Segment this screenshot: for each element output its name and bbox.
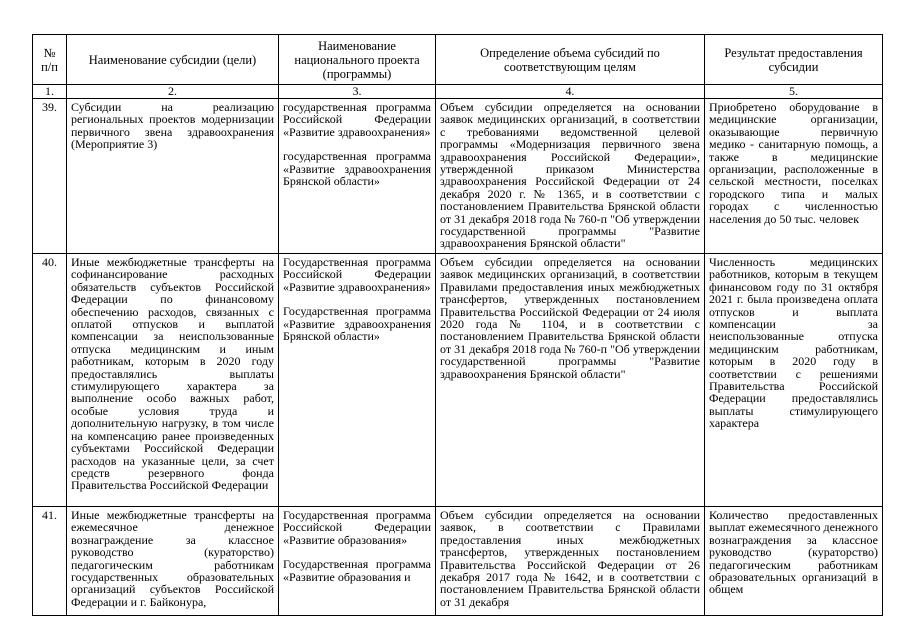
column-number: 3. [279,85,436,99]
subsidies-table [32,34,883,616]
subsidy-name: Иные межбюджетные трансферты на ежемесячное денежное вознаграждение за классное руководство (кураторство) педагогическим работникам государственных образовательных организаций субъектов Российской Федерации и г. Байконура, [71,509,274,609]
subsidy-definition: Объем субсидии определяется на основании заявок медицинских организаций, в соответствии Правилами предоставления иных межбюджетных трансфертов, утвержденных постановлением Правительства Российской Федерации от 24 июля 2020 года № 1104, и в соответствии с постановлением Правительства Брянской области от 31 декабря 2018 года № 760-п "Об утверждении государственной программы "Развитие здравоохранения Брянской области" [436,254,705,507]
program-federal: Государственная программа Российской Федерации «Развитие здравоохранения» [283,255,431,294]
column-number: 5. [705,85,883,99]
program-regional: Государственная программа «Развитие образования и [283,557,431,584]
row-number: 40. [33,254,67,507]
table-row [33,507,883,616]
column-number: 1. [33,85,67,99]
column-number: 2. [67,85,279,99]
subsidy-result: Численность медицинских работников, которым в текущем финансовом году по 31 октября 2021 г. была произведена оплата отпусков и выплата компенсации за неиспользованные отпуска медицинским работникам, которым в 2020 году в соответствии с решениями Правительства Российской Федерации предоставлялись выплаты стимулирующего характера [705,254,883,507]
header-num: № п/п [33,35,67,85]
program-cell [279,99,436,254]
header-name: Наименование субсидии (цели) [67,35,279,85]
program-cell [279,254,436,507]
subsidy-result: Приобретено оборудование в медицинские организации, оказывающие первичную медико - санитарную помощь, а также в медицинские организации, расположенные в сельской местности, поселках городского типа и малых городах с численностью населения до 50 тыс. человек [705,99,883,254]
table-row [33,99,883,254]
subsidy-result-cell [705,507,883,616]
subsidy-result: Количество предоставленных выплат ежемесячного денежного вознаграждения за классное руководство (кураторство) педагогическим работникам образовательных организаций в общем [709,509,878,597]
table-row [33,254,883,507]
header-definition: Определение объема субсидий по соответствующим целям [436,35,705,85]
program-regional: государственная программа «Развитие здравоохранения Брянской области» [283,149,431,189]
program-regional: Государственная программа «Развитие здравоохранения Брянской области» [283,304,431,344]
program-federal: государственная программа Российской Федерации «Развитие здравоохранения» [283,100,431,139]
subsidy-name-cell [67,507,279,616]
program-federal: Государственная программа Российской Федерации «Развитие образования» [283,509,431,547]
subsidy-name: Субсидии на реализацию региональных проектов модернизации первичного звена здравоохранения (Мероприятие 3) [67,99,279,254]
subsidy-definition: Объем субсидии определяется на основании заявок медицинских организаций, в соответствии с требованиями ведомственной целевой программы «Модернизация первичного звена здравоохранения Российской Федерации», утвержденной приказом Министерства здравоохранения Российской Федерации от 24 декабря 2020 г. № 1365, и в соответствии с постановлением Правительства Брянской области от 31 декабря 2018 года № 760-п "Об утверждении государственной программы "Развитие здравоохранения Брянской области" [436,99,705,254]
subsidy-definition-cell [436,507,705,616]
header-project: Наименование национального проекта (программы) [279,35,436,85]
header-row [33,35,883,85]
header-result: Результат предоставления субсидии [705,35,883,85]
row-number: 41. [33,507,67,616]
row-number: 39. [33,99,67,254]
subsidy-definition: Объем субсидии определяется на основании заявок, в соответствии с Правилами предоставления иных межбюджетных трансфертов, утвержденных постановлением Правительства Российской Федерации от 26 декабря 2017 года № 1642, и в соответствии с постановлением Правительства Брянской области от 31 декабря [440,509,700,609]
column-number-row [33,85,883,99]
column-number: 4. [436,85,705,99]
subsidy-name: Иные межбюджетные трансферты на софинансирование расходных обязательств субъектов Российской Федерации по финансовому обеспечению расходов, связанных с оплатой отпусков и выплатой компенсации за неиспользованные отпуска медицинским и иным работникам, которым в 2020 году предоставлялись выплаты стимулирующего характера за выполнение особо важных работ, особые условия труда и дополнительную нагрузку, в том числе на компенсацию ранее произведенных субъектами Российской Федерации расходов на указанные цели, за счет средств резервного фонда Правительства Российской Федерации [67,254,279,507]
program-cell [279,507,436,616]
